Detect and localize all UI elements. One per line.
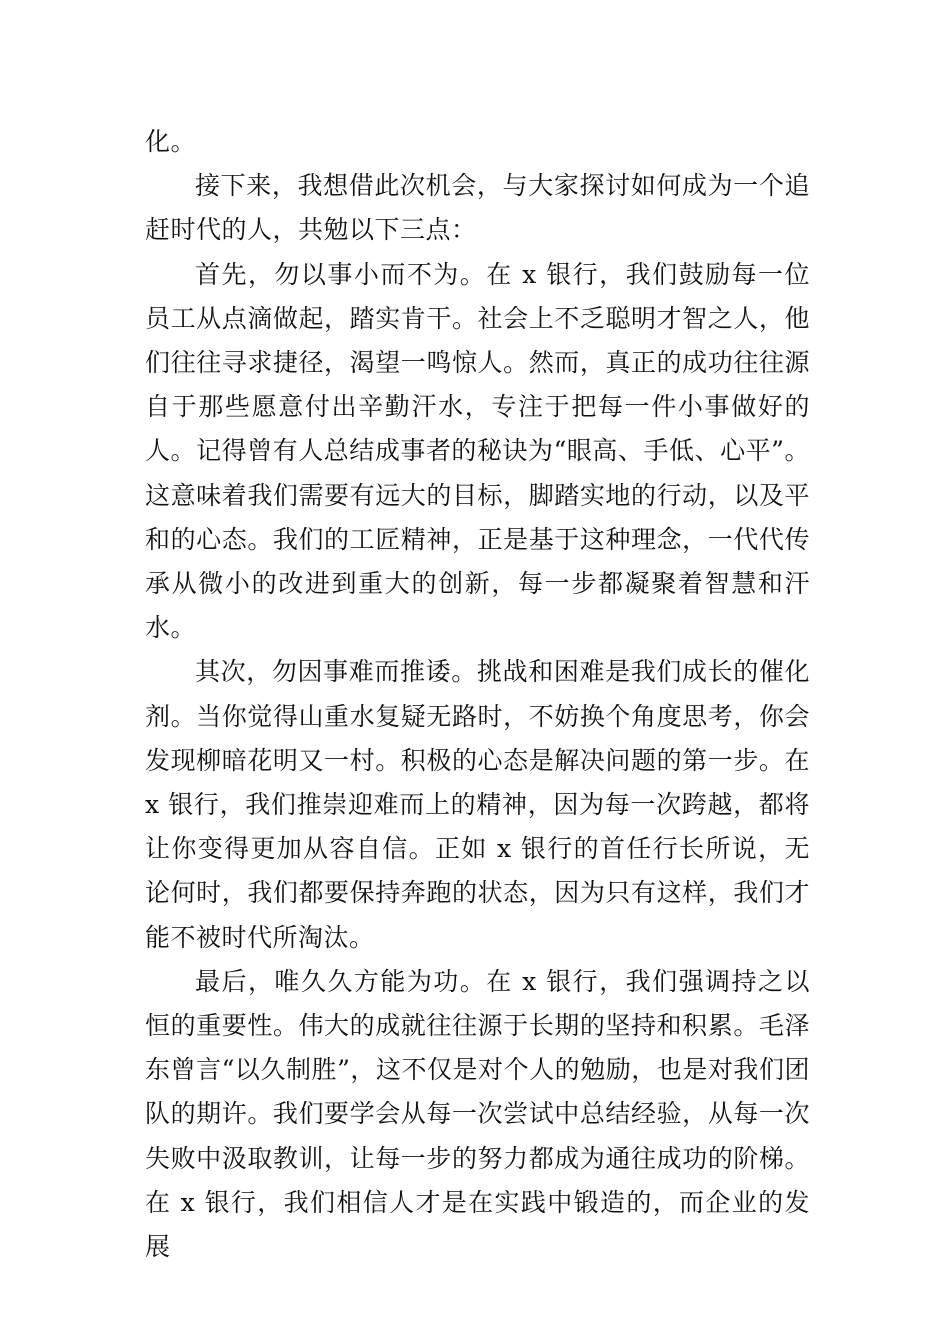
paragraph-2: 接下来，我想借此次机会，与大家探讨如何成为一个追赶时代的人，共勉以下三点： [145,171,810,245]
paragraph-1: 化。 [145,127,197,156]
document-page [145,120,810,1269]
paragraph-3: 首先，勿以事小而不为。在 x 银行，我们鼓励每一位员工从点滴做起，踏实肯干。社会上不乏聪明才智之人，他们往往寻求捷径，渴望一鸣惊人。然而，真正的成功往往源自于那些愿意付出辛勤汗水，专注于把每一件小事做好的人。记得曾有人总结成事者的秘诀为“眼高、手低、心平”。这意味着我们需要有远大的目标，脚踏实地的行动，以及平和的心态。我们的工匠精神，正是基于这种理念，一代代传承从微小的改进到重大的创新，每一步都凝聚着智慧和汗水。 [145,259,810,643]
paragraph-5: 最后，唯久久方能为功。在 x 银行，我们强调持之以恒的重要性。伟大的成就往往源于长期的坚持和积累。毛泽东曾言“以久制胜”，这不仅是对个人的勉励，也是对我们团队的期许。我们要学会从每一次尝试中总结经验，从每一次失败中汲取教训，让每一步的努力都成为通往成功的阶梯。在 x 银行，我们相信人才是在实践中锻造的，而企业的发展 [145,966,810,1262]
paragraph-4: 其次，勿因事难而推诿。挑战和困难是我们成长的催化剂。当你觉得山重水复疑无路时，不妨换个角度思考，你会发现柳暗花明又一村。积极的心态是解决问题的第一步。在 x 银行，我们推崇迎难而上的精神，因为每一次跨越，都将让你变得更加从容自信。正如 x 银行的首任行长所说，无论何时，我们都要保持奔跑的状态，因为只有这样，我们才能不被时代所淘汰。 [145,657,810,952]
